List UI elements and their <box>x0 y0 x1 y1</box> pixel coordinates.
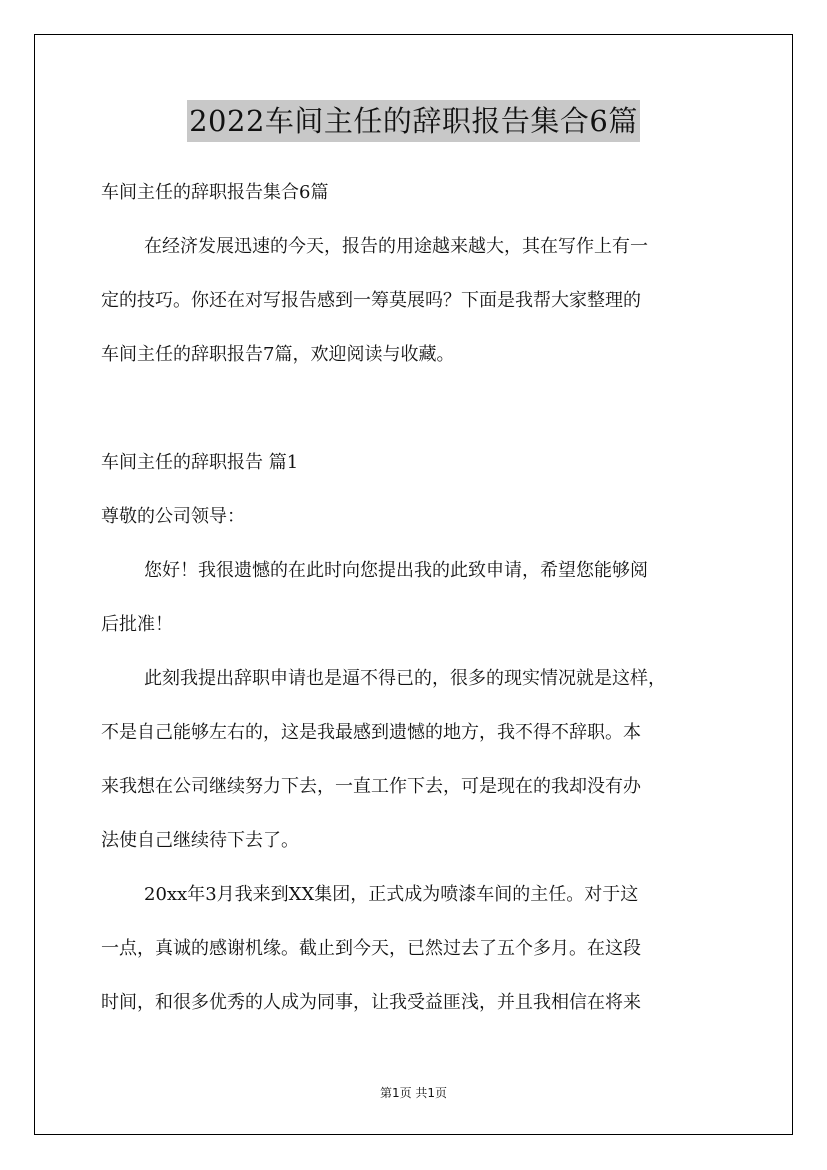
subtitle: 车间主任的辞职报告集合6篇 <box>101 182 329 203</box>
intro-line-3: 车间主任的辞职报告7篇，欢迎阅读与收藏。 <box>101 344 455 365</box>
para2-line-2: 不是自己能够左右的，这是我最感到遗憾的地方，我不得不辞职。本 <box>101 722 641 743</box>
intro-line-2: 定的技巧。你还在对写报告感到一筹莫展吗？下面是我帮大家整理的 <box>101 290 641 311</box>
para2-line-3: 来我想在公司继续努力下去，一直工作下去，可是现在的我却没有办 <box>101 776 641 797</box>
para3-line-2: 一点，真诚的感谢机缘。截止到今天，已然过去了五个多月。在这段 <box>101 938 641 959</box>
salutation: 尊敬的公司领导： <box>101 506 245 527</box>
para2-line-4: 法使自己继续待下去了。 <box>101 830 299 851</box>
para3-line-3: 时间，和很多优秀的人成为同事，让我受益匪浅，并且我相信在将来 <box>101 992 641 1013</box>
document-title: 2022车间主任的辞职报告集合6篇 <box>187 100 640 142</box>
para2-line-1: 此刻我提出辞职申请也是逼不得已的，很多的现实情况就是这样， <box>144 668 666 689</box>
intro-line-1: 在经济发展迅速的今天，报告的用途越来越大，其在写作上有一 <box>144 236 648 257</box>
title-wrap <box>0 100 827 142</box>
para3-line-1: 20xx年3月我来到XX集团，正式成为喷漆车间的主任。对于这 <box>144 884 639 905</box>
page-footer: 第1页 共1页 <box>379 1086 448 1100</box>
section-heading: 车间主任的辞职报告 篇1 <box>101 452 299 473</box>
para1-line-2: 后批准！ <box>101 614 173 635</box>
para1-line-1: 您好！我很遗憾的在此时向您提出我的此致申请，希望您能够阅 <box>144 560 648 581</box>
document-body <box>101 175 741 1039</box>
spacer <box>101 391 741 445</box>
